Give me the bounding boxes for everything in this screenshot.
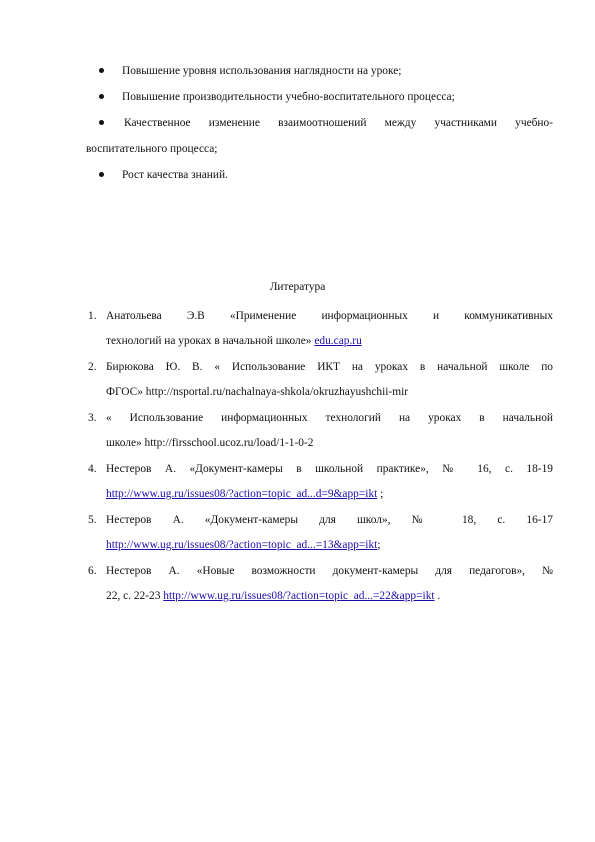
reference-item: [88, 559, 553, 609]
reference-line-1: Бирюкова Ю. В. « Использование ИКТ на уроках в начальной школе по: [106, 361, 553, 373]
reference-suffix: .: [434, 590, 441, 602]
reference-item: [88, 508, 553, 558]
reference-link[interactable]: http://www.ug.ru/issues08/?action=topic_ad...=22&app=ikt: [163, 590, 435, 602]
reference-line-1: Нестеров А. «Документ-камеры для школ», № 18, с. 16-17: [106, 514, 553, 526]
reference-line-1: Нестеров А. «Документ-камеры в школьной практике», № 16, с. 18-19: [106, 463, 553, 475]
reference-text: ФГОС» http://nsportal.ru/nachalnaya-shkola/okruzhayushchii-mir: [106, 386, 409, 398]
reference-link[interactable]: http://www.ug.ru/issues08/?action=topic_ad...=13&app=ikt: [106, 539, 378, 551]
bullet-text-line-2: воспитательного процесса;: [86, 143, 218, 155]
bullet-text: Повышение производительности учебно-воспитательного процесса;: [122, 91, 455, 103]
bullet-item: [88, 162, 553, 188]
bullet-dot-icon: [99, 94, 104, 99]
reference-number: 2.: [88, 361, 97, 373]
bullet-dot-icon: [99, 68, 104, 73]
bullet-item: [88, 84, 553, 110]
reference-link[interactable]: edu.cap.ru: [314, 335, 362, 347]
reference-item: [88, 304, 553, 354]
reference-link[interactable]: http://www.ug.ru/issues08/?action=topic_ad...d=9&app=ikt: [106, 488, 378, 500]
bullet-dot-icon: [99, 172, 104, 177]
reference-line-1: « Использование информационных технологий на уроках в начальной: [106, 412, 553, 424]
bullet-item: [88, 110, 553, 162]
reference-text: 22, с. 22-23: [106, 590, 164, 602]
reference-line-2: [106, 533, 553, 558]
reference-number: 5.: [88, 514, 97, 526]
reference-line-2: [106, 431, 553, 456]
reference-text: технологий на уроках в начальной школе»: [106, 335, 315, 347]
reference-item: [88, 355, 553, 405]
bullet-list: [88, 58, 553, 188]
bullet-text: Рост качества знаний.: [122, 169, 228, 181]
reference-list: [88, 304, 553, 610]
reference-number: 4.: [88, 463, 97, 475]
reference-line-2: [106, 329, 553, 354]
reference-line-2: [106, 482, 553, 507]
reference-text: школе» http://firsschool.ucoz.ru/load/1-1-0-2: [106, 437, 314, 449]
reference-item: [88, 406, 553, 456]
reference-number: 6.: [88, 565, 97, 577]
bullet-text: Повышение уровня использования наглядности на уроке;: [122, 65, 402, 77]
reference-number: 3.: [88, 412, 97, 424]
reference-line-2: [106, 380, 553, 405]
bullet-text-line-1: Качественное изменение взаимоотношений между участниками учебно-: [124, 117, 553, 129]
reference-line-1: Анатольева Э.В «Применение информационных и коммуникативных: [106, 310, 553, 322]
literature-heading: Литература: [269, 281, 326, 293]
reference-suffix: ;: [377, 539, 381, 551]
reference-number: 1.: [88, 310, 97, 322]
reference-line-1: Нестеров А. «Новые возможности документ-камеры для педагогов», №: [106, 565, 553, 577]
reference-item: [88, 457, 553, 507]
reference-suffix: ;: [377, 488, 384, 500]
reference-line-2: [106, 584, 553, 609]
bullet-item: [88, 58, 553, 84]
bullet-dot-icon: [99, 120, 104, 125]
